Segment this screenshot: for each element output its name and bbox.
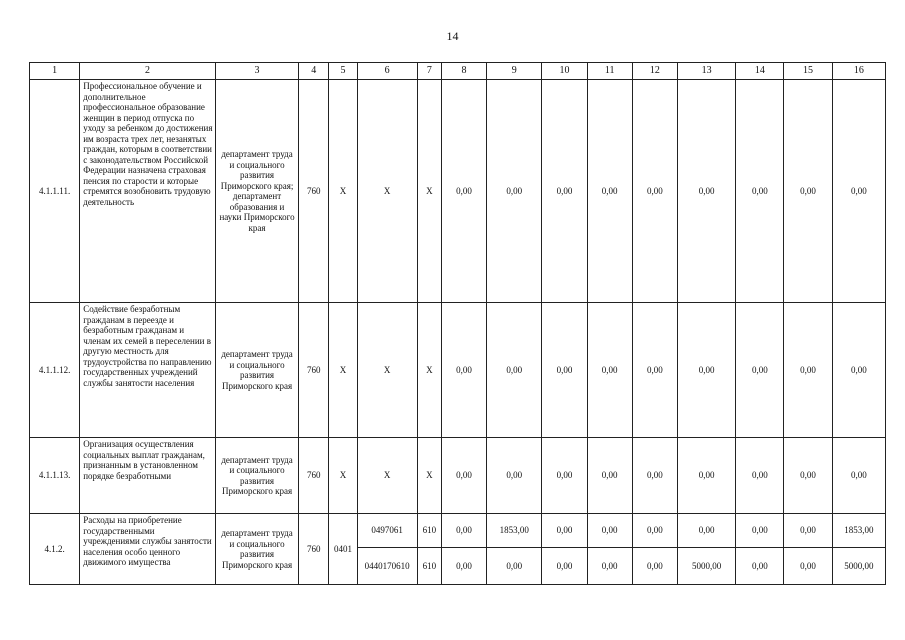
cell: X bbox=[357, 438, 417, 514]
cell: 760 bbox=[299, 80, 329, 303]
row-number: 4.1.1.11. bbox=[30, 80, 80, 303]
value-cell: 0,00 bbox=[542, 548, 587, 585]
value-cell: 0,00 bbox=[542, 303, 587, 438]
value-cell: 0,00 bbox=[487, 303, 542, 438]
value-cell: 0,00 bbox=[632, 438, 677, 514]
value-cell: 0,00 bbox=[677, 438, 735, 514]
value-cell: 0,00 bbox=[487, 438, 542, 514]
cell: 760 bbox=[299, 303, 329, 438]
value-cell: 0,00 bbox=[784, 548, 832, 585]
header-cell: 11 bbox=[587, 63, 632, 80]
value-cell: 0,00 bbox=[632, 303, 677, 438]
header-cell: 9 bbox=[487, 63, 542, 80]
header-cell: 13 bbox=[677, 63, 735, 80]
row-number: 4.1.1.12. bbox=[30, 303, 80, 438]
cell: 610 bbox=[417, 514, 441, 548]
cell: 610 bbox=[417, 548, 441, 585]
cell: X bbox=[417, 80, 441, 303]
value-cell: 0,00 bbox=[441, 438, 486, 514]
header-cell: 12 bbox=[632, 63, 677, 80]
executor: департамент труда и социального развития Приморского края; департамент образования и науки Приморского края bbox=[215, 80, 298, 303]
measure-name: Организация осуществления социальных выплат гражданам, признанным в установленном порядке безработными bbox=[80, 438, 216, 514]
value-cell: 0,00 bbox=[736, 548, 784, 585]
header-cell: 8 bbox=[441, 63, 486, 80]
row-number: 4.1.2. bbox=[30, 514, 80, 585]
cell: 0440170610 bbox=[357, 548, 417, 585]
header-cell: 6 bbox=[357, 63, 417, 80]
row-number: 4.1.1.13. bbox=[30, 438, 80, 514]
value-cell: 0,00 bbox=[677, 514, 735, 548]
value-cell: 5000,00 bbox=[677, 548, 735, 585]
value-cell: 0,00 bbox=[441, 514, 486, 548]
table-row bbox=[30, 80, 886, 303]
value-cell: 0,00 bbox=[784, 438, 832, 514]
cell: 0497061 bbox=[357, 514, 417, 548]
value-cell: 0,00 bbox=[587, 438, 632, 514]
value-cell: 0,00 bbox=[542, 514, 587, 548]
table-row bbox=[30, 303, 886, 438]
executor: департамент труда и социального развития Приморского края bbox=[215, 438, 298, 514]
header-cell: 1 bbox=[30, 63, 80, 80]
budget-table bbox=[29, 62, 886, 585]
value-cell: 1853,00 bbox=[832, 514, 885, 548]
measure-name: Профессиональное обучение и дополнительное профессиональное образование женщин в период отпуска по уходу за ребенком до достижения им возраста трех лет, незанятых граждан, которым в соответствии с законодательством Российской Федерации назначена страховая пенсия по старости и которые стремятся возобновить трудовую деятельность bbox=[80, 80, 216, 303]
value-cell: 0,00 bbox=[441, 80, 486, 303]
header-cell: 10 bbox=[542, 63, 587, 80]
measure-name: Расходы на приобретение государственными учреждениями службы занятости населения особо ценного движимого имущества bbox=[80, 514, 216, 585]
header-cell: 2 bbox=[80, 63, 216, 80]
header-cell: 7 bbox=[417, 63, 441, 80]
cell: X bbox=[357, 80, 417, 303]
value-cell: 0,00 bbox=[487, 548, 542, 585]
value-cell: 0,00 bbox=[632, 548, 677, 585]
header-row bbox=[30, 63, 886, 80]
value-cell: 0,00 bbox=[632, 514, 677, 548]
executor: департамент труда и социального развития Приморского края bbox=[215, 514, 298, 585]
value-cell: 0,00 bbox=[542, 438, 587, 514]
cell: X bbox=[357, 303, 417, 438]
value-cell: 0,00 bbox=[441, 303, 486, 438]
value-cell: 0,00 bbox=[784, 514, 832, 548]
value-cell: 0,00 bbox=[736, 303, 784, 438]
header-cell: 15 bbox=[784, 63, 832, 80]
page-number: 14 bbox=[446, 29, 459, 43]
value-cell: 0,00 bbox=[736, 80, 784, 303]
value-cell: 0,00 bbox=[441, 548, 486, 585]
cell: X bbox=[417, 303, 441, 438]
cell: X bbox=[417, 438, 441, 514]
header-cell: 16 bbox=[832, 63, 885, 80]
value-cell: 0,00 bbox=[784, 303, 832, 438]
value-cell: 0,00 bbox=[736, 514, 784, 548]
value-cell: 5000,00 bbox=[832, 548, 885, 585]
value-cell: 0,00 bbox=[832, 303, 885, 438]
cell: X bbox=[329, 303, 357, 438]
value-cell: 0,00 bbox=[542, 80, 587, 303]
value-cell: 0,00 bbox=[677, 303, 735, 438]
value-cell: 0,00 bbox=[736, 438, 784, 514]
value-cell: 0,00 bbox=[587, 548, 632, 585]
value-cell: 0,00 bbox=[587, 514, 632, 548]
table-row bbox=[30, 438, 886, 514]
value-cell: 0,00 bbox=[832, 438, 885, 514]
cell: 760 bbox=[299, 514, 329, 585]
cell: 0401 bbox=[329, 514, 357, 585]
header-cell: 3 bbox=[215, 63, 298, 80]
value-cell: 0,00 bbox=[632, 80, 677, 303]
value-cell: 0,00 bbox=[487, 80, 542, 303]
value-cell: 0,00 bbox=[587, 303, 632, 438]
value-cell: 0,00 bbox=[587, 80, 632, 303]
table-row bbox=[30, 514, 886, 548]
cell: X bbox=[329, 80, 357, 303]
header-cell: 4 bbox=[299, 63, 329, 80]
value-cell: 1853,00 bbox=[487, 514, 542, 548]
value-cell: 0,00 bbox=[784, 80, 832, 303]
header-cell: 5 bbox=[329, 63, 357, 80]
cell: X bbox=[329, 438, 357, 514]
value-cell: 0,00 bbox=[677, 80, 735, 303]
value-cell: 0,00 bbox=[832, 80, 885, 303]
header-cell: 14 bbox=[736, 63, 784, 80]
measure-name: Содействие безработным гражданам в переезде и безработным гражданам и членам их семей в переселении в другую местность для трудоустройства по направлению государственных учреждений службы занятости населения bbox=[80, 303, 216, 438]
cell: 760 bbox=[299, 438, 329, 514]
executor: департамент труда и социального развития Приморского края bbox=[215, 303, 298, 438]
